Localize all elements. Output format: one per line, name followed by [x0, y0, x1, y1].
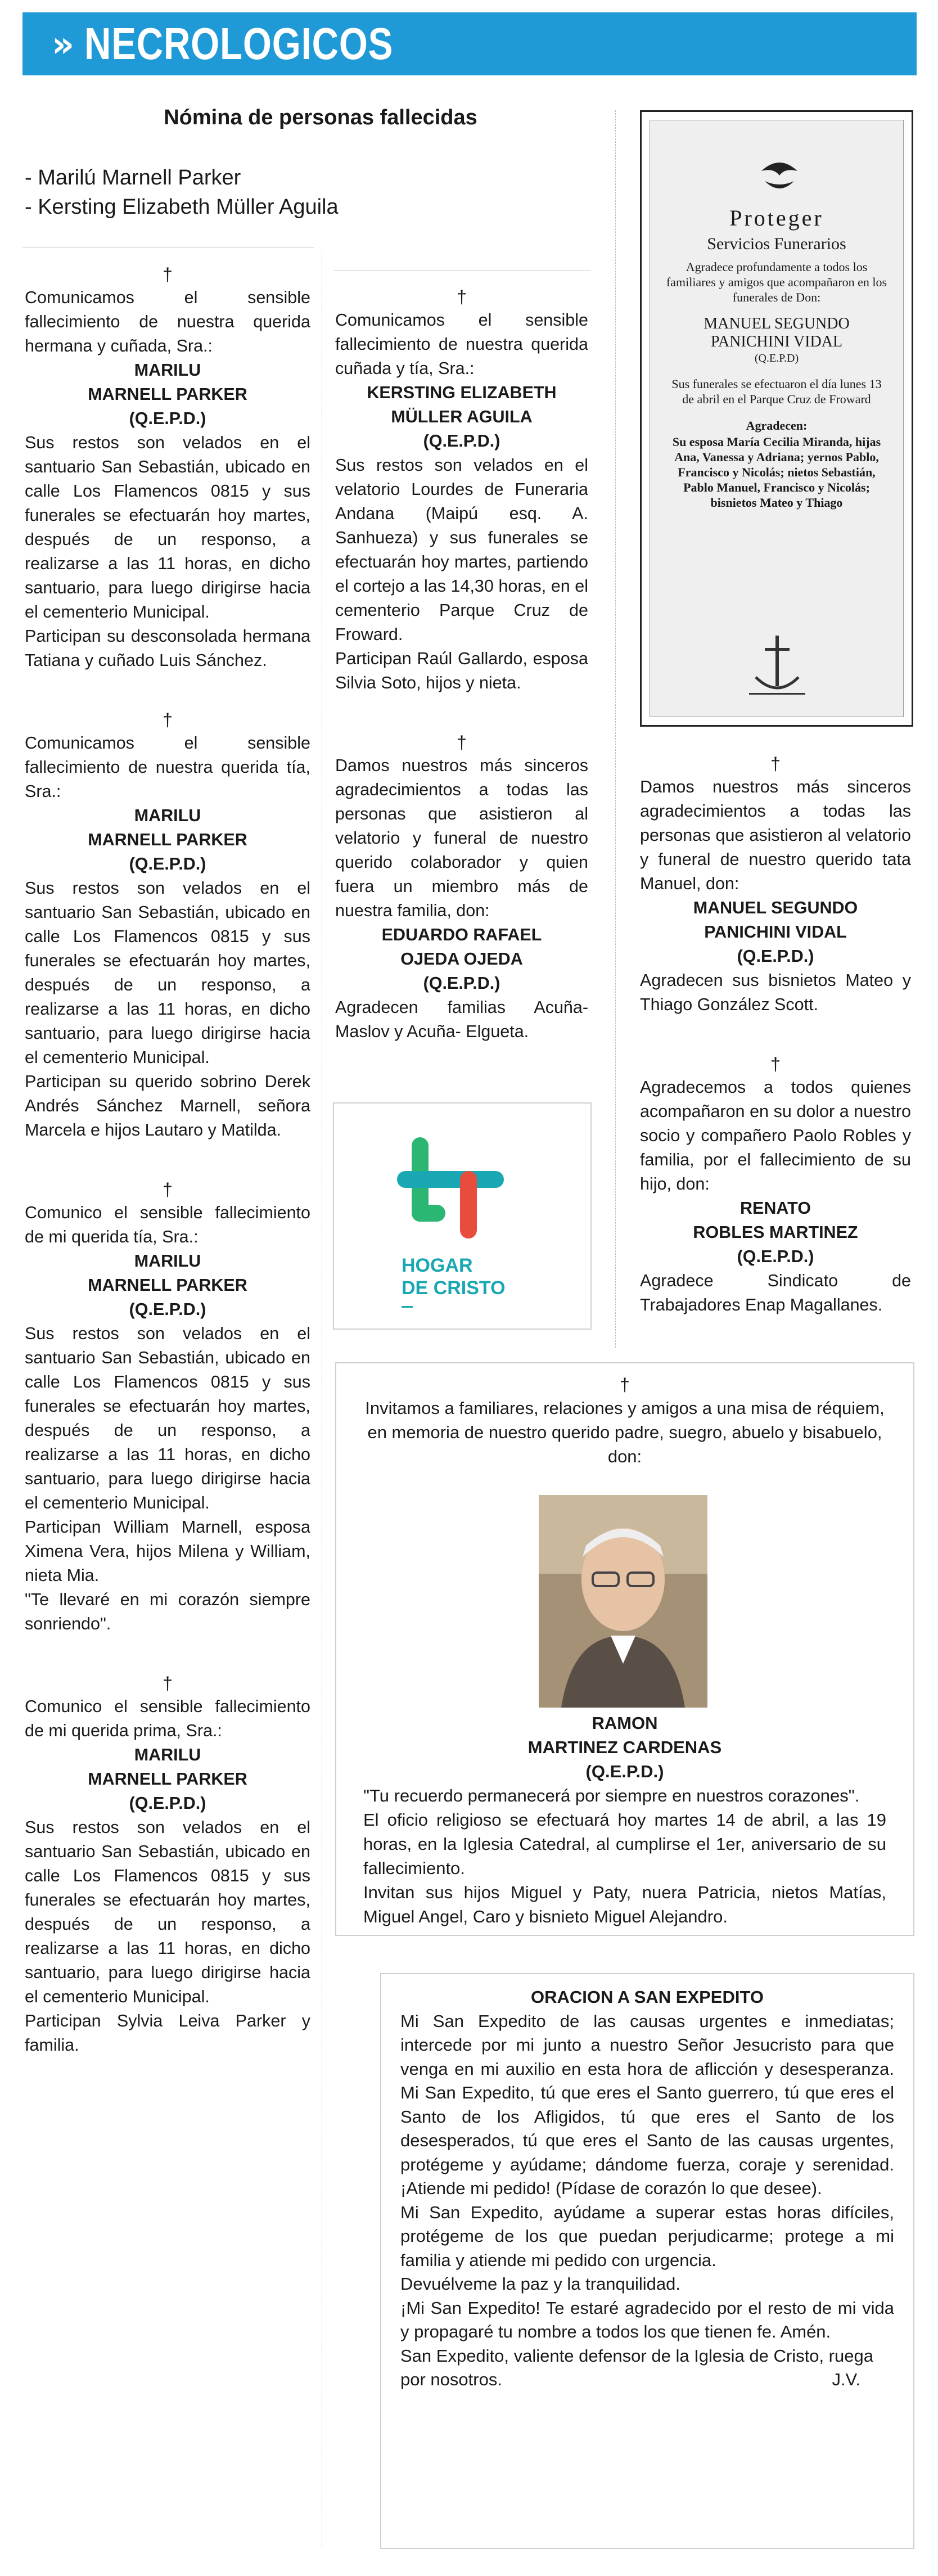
proteger-family: Su esposa María Cecilia Miranda, hijas Ana, Vanessa y Adriana; yernos Pablo, Francisco y Nicolás; nietos Sebastián, Pablo Manuel, Francisco y Nicolás; bisnietos Mateo y Thiago [672, 435, 881, 510]
notice-intro: Comunicamos el sensible fallecimiento de nuestra querida hermana y cuñada, Sra.: [25, 288, 310, 355]
prayer-paragraph: Mi San Expedito de las causas urgentes e inmediatas; intercede por mi junto a nuestro Señor Jesucristo para que venga en mi auxilio en esta hora de aflicción y desesperanza. Mi San Expedito, tú que eres el Santo guerrero, tú que eres el Santo de los Afligidos, tú que eres el Santo de los desesperados, tú que eres el Santo de las causas urgentes, protégeme y ayúdame; dándome fuerza, coraje y serenidad. ¡Atiende mi pedido! (Pídase de corazón lo que desee). [400, 2011, 894, 2198]
prayer-paragraph: Mi San Expedito, ayúdame a superar estas horas difíciles, protégeme de los que puedan perjudicarme; protege a mi familia y atiende mi pedido con urgencia. [400, 2202, 894, 2270]
notice-intro: Comunicamos el sensible fallecimiento de nuestra querida tía, Sra.: [25, 733, 310, 801]
deceased-surname: MARTINEZ CARDENAS [527, 1737, 722, 1757]
proteger-thanks-by: Agradecen: [746, 418, 808, 433]
hogar-de-cristo-ad [333, 1102, 592, 1330]
notice-intro: Comunico el sensible fallecimiento de mi querida prima, Sra.: [25, 1697, 310, 1740]
deceased-name: MANUEL SEGUNDO [693, 898, 858, 917]
cross-icon: † [163, 264, 173, 285]
deceased-name: MARILU [134, 806, 201, 825]
requiem-mass: El oficio religioso se efectuará hoy martes 14 de abril, a las 19 horas, en la Iglesia Catedral, al cumplirse el 1er, aniversario de su fallecimiento. [363, 1810, 886, 1878]
section-banner [22, 12, 917, 75]
notice-intro: Agradecemos a todos quienes acompañaron en su dolor a nuestro socio y compañero Paolo Robles y familia, por el fallecimiento de su hijo, don: [640, 1078, 911, 1194]
column-1 [25, 259, 310, 2057]
notice-intro: Damos nuestros más sinceros agradecimientos a todas las personas que asistieron al velatorio y funeral de nuestro querido colaborador y quien fuera un miembro más de nuestra familia, don: [335, 756, 588, 920]
wordmark-dash [402, 1306, 413, 1308]
column-3 [640, 748, 911, 1317]
deceased-surname: MARNELL PARKER [88, 1276, 247, 1295]
requiem-notice [335, 1362, 914, 1936]
proteger-funerals: Sus funerales se efectuaron el día lunes 13 de abril en el Parque Cruz de Froward [671, 377, 882, 406]
proteger-ad [640, 110, 913, 727]
cross-icon: † [163, 1179, 173, 1200]
notice-body: Sus restos son velados en el santuario San Sebastián, ubicado en calle Los Flamencos 0815 y sus funerales se efectuarán hoy martes, después de un responso, a realizarse a las 11 horas, en dicho santuario, para luego dirigirse hacia el cementerio Municipal. [25, 433, 310, 622]
cross-icon: † [457, 287, 467, 307]
deceased-surname: PANICHINI VIDAL [704, 922, 847, 942]
prayer-notice [380, 1973, 914, 2549]
deceased-name: RAMON [592, 1713, 658, 1733]
notice-closing: Participan Sylvia Leiva Parker y familia. [25, 2011, 310, 2055]
deceased-name: RENATO [740, 1199, 811, 1218]
qepd-label: (Q.E.P.D.) [129, 409, 206, 428]
nomina-title: Nómina de personas fallecidas [164, 106, 477, 129]
proteger-deceased-name: MANUEL SEGUNDO [703, 315, 850, 332]
column-2 [335, 281, 588, 1044]
double-chevron-icon: » [52, 23, 75, 65]
deceased-surname: OJEDA OJEDA [400, 949, 523, 969]
notice-closing: Participan Raúl Gallardo, esposa Silvia Soto, hijos y nieta. [335, 649, 588, 692]
proteger-brand: Proteger [729, 205, 824, 231]
cross-icon: † [770, 754, 781, 774]
notice-intro: Comunicamos el sensible fallecimiento de nuestra querida cuñada y tía, Sra.: [335, 310, 588, 378]
qepd-label: (Q.E.P.D.) [129, 854, 206, 873]
requiem-invite: Invitan sus hijos Miguel y Paty, nuera Patricia, nietos Matías, Miguel Angel, Caro y bisnieto Miguel Alejandro. [363, 1883, 886, 1926]
deceased-name: EDUARDO RAFAEL [381, 925, 542, 944]
notice-closing: Agradecen familias Acuña-Maslov y Acuña- Elgueta. [335, 998, 588, 1041]
cross-icon: † [457, 732, 467, 753]
deceased-name: KERSTING ELIZABETH [367, 383, 557, 402]
proteger-deceased-surname: PANICHINI VIDAL [710, 333, 843, 350]
qepd-label: (Q.E.P.D.) [737, 1247, 814, 1266]
notice-body: Sus restos son velados en el velatorio Lourdes de Funeraria Andana (Maipú esq. A. Sanhueza) y sus funerales se efectuarán hoy martes, partiendo el cortejo a las 14,30 horas, en el cementerio Parque Cruz de Froward. [335, 456, 588, 644]
proteger-qepd: (Q.E.P.D) [754, 352, 799, 364]
prayer-paragraph: San Expedito, valiente defensor de la Iglesia de Cristo, ruega por nosotros. J.V. [400, 2344, 894, 2392]
notice-body: Sus restos son velados en el santuario San Sebastián, ubicado en calle Los Flamencos 0815 y sus funerales se efectuarán hoy martes, después de un responso, a realizarse a las 11 horas, en dicho santuario, para luego dirigirse hacia el cementerio Municipal. [25, 879, 310, 1067]
nomina-list [25, 163, 339, 222]
notice-body: Sus restos son velados en el santuario San Sebastián, ubicado en calle Los Flamencos 0815 y sus funerales se efectuarán hoy martes, después de un responso, a realizarse a las 11 horas, en dicho santuario, para luego dirigirse hacia el cementerio Municipal. [25, 1818, 310, 2006]
deceased-surname: MARNELL PARKER [88, 385, 247, 404]
deceased-name: MARILU [134, 1251, 201, 1271]
notice-closing: Participan William Marnell, esposa Ximena Vera, hijos Milena y William, nieta Mia. [25, 1517, 310, 1585]
dove-hands-icon [757, 154, 802, 199]
cross-icon: † [770, 1054, 781, 1074]
qepd-label: (Q.E.P.D.) [423, 974, 500, 993]
cross-icon: † [163, 1673, 173, 1694]
column-divider [615, 110, 616, 1348]
notice-closing: Agradece Sindicato de Trabajadores Enap Magallanes. [640, 1271, 911, 1314]
notice-body: Sus restos son velados en el santuario San Sebastián, ubicado en calle Los Flamencos 0815 y sus funerales se efectuarán hoy martes, después de un responso, a realizarse a las 11 horas, en dicho santuario, para luego dirigirse hacia el cementerio Municipal. [25, 1324, 310, 1512]
qepd-label: (Q.E.P.D.) [423, 431, 500, 451]
notice-intro: Damos nuestros más sinceros agradecimientos a todas las personas que asistieron al velatorio y funeral de nuestro querido tata Manuel, don: [640, 777, 911, 893]
notice-closing: Participan su querido sobrino Derek Andrés Sánchez Marnell, señora Marcela e hijos Lautaro y Matilda. [25, 1072, 310, 1140]
portrait-image [539, 1495, 707, 1708]
prayer-paragraph: ¡Mi San Expedito! Te estaré agradecido por el resto de mi vida y propagaré tu nombre a todos los que tienen fe. Amén. [400, 2298, 894, 2341]
qepd-label: (Q.E.P.D.) [585, 1762, 664, 1781]
nomina-item: - Kersting Elizabeth Müller Aguila [25, 195, 339, 219]
requiem-quote: "Tu recuerdo permanecerá por siempre en nuestros corazones". [363, 1786, 860, 1805]
qepd-label: (Q.E.P.D.) [737, 947, 814, 966]
qepd-label: (Q.E.P.D.) [129, 1794, 206, 1813]
deceased-surname: MÜLLER AGUILA [391, 407, 533, 426]
cross-icon: † [620, 1375, 630, 1395]
column-rule [334, 270, 590, 271]
prayer-paragraph: Devuélveme la paz y la tranquilidad. [400, 2274, 680, 2294]
notice-closing: Agradecen sus bisnietos Mateo y Thiago González Scott. [640, 971, 911, 1014]
notice-closing: Participan su desconsolada hermana Tatiana y cuñado Luis Sánchez. [25, 627, 310, 670]
deceased-surname: MARNELL PARKER [88, 1769, 247, 1789]
notice-quote: "Te llevaré en mi corazón siempre sonriendo". [25, 1590, 310, 1633]
proteger-thanks: Agradece profundamente a todos los familiares y amigos que acompañaron en los funerales de Don: [666, 260, 887, 304]
proteger-services: Servicios Funerarios [707, 235, 846, 253]
prayer-signature: J.V. [832, 2370, 860, 2389]
cross-icon: † [163, 710, 173, 730]
portrait-photo [539, 1495, 707, 1708]
hogar-de-cristo-logo-icon [397, 1137, 509, 1244]
section-title: NECROLOGICOS [84, 19, 394, 69]
deceased-surname: MARNELL PARKER [88, 830, 247, 849]
deceased-name: MARILU [134, 361, 201, 380]
column-rule [22, 247, 314, 248]
deceased-surname: ROBLES MARTINEZ [693, 1223, 858, 1242]
hogar-de-cristo-wordmark: HOGAR DE CRISTO [402, 1255, 506, 1299]
qepd-label: (Q.E.P.D.) [129, 1300, 206, 1319]
notice-intro: Comunico el sensible fallecimiento de mi querida tía, Sra.: [25, 1203, 310, 1246]
anchor-cross-icon [749, 636, 805, 697]
prayer-title: ORACION A SAN EXPEDITO [531, 1987, 764, 2007]
deceased-name: MARILU [134, 1745, 201, 1764]
requiem-intro: Invitamos a familiares, relaciones y amigos a una misa de réquiem, en memoria de nuestro querido padre, suegro, abuelo y bisabuelo, don: [365, 1398, 885, 1466]
nomina-item: - Marilú Marnell Parker [25, 166, 241, 190]
